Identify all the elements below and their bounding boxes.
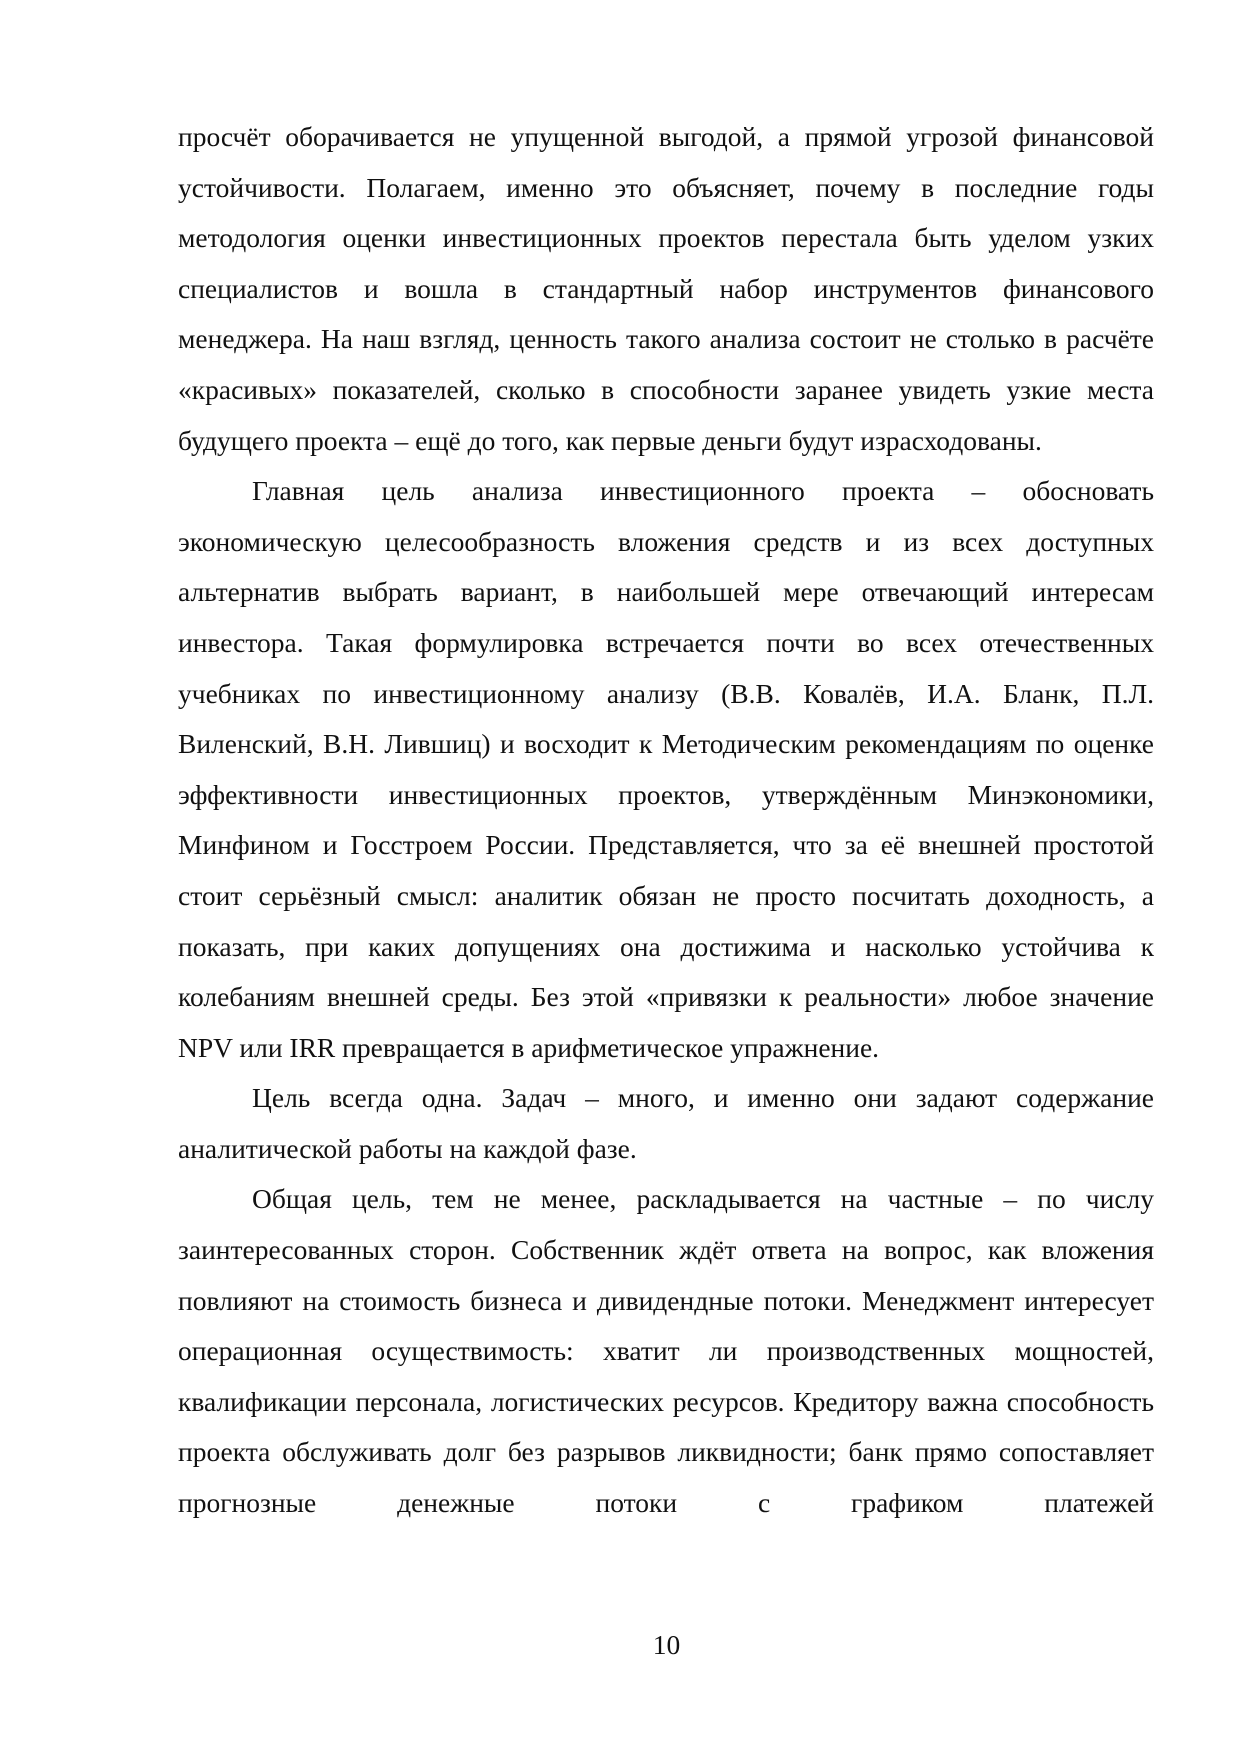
- paragraph-stakeholders: Общая цель, тем не менее, раскладывается на частные – по числу заинтересованных сторон. Собственник ждёт ответа на вопрос, как вложения повлияют на стоимость бизнеса и дивидендные потоки. Менеджмент интересует операционная осуществимость: хватит ли производственных мощностей, квалификации персонала, логистических ресурсов. Кредитору важна способность проекта обслуживать долг без разрывов ликвидности; банк прямо сопоставляет прогнозные денежные потоки с графиком платежей: [178, 1183, 1154, 1519]
- paragraph-main-goal: Главная цель анализа инвестиционного проекта – обосновать экономическую целесообразность вложения средств и из всех доступных альтернатив выбрать вариант, в наибольшей мере отвечающий интересам инвестора. Такая формулировка встречается почти во всех отечественных учебниках по инвестиционному анализу (В.В. Ковалёв, И.А. Бланк, П.Л. Виленский, В.Н. Лившиц) и восходит к Методическим рекомендациям по оценке эффективности инвестиционных проектов, утверждённым Минэкономики, Минфином и Госстроем России. Представляется, что за её внешней простотой стоит серьёзный смысл: аналитик обязан не просто посчитать доходность, а показать, при каких допущениях она достижима и насколько устойчива к колебаниям внешней среды. Без этой «привязки к реальности» любое значение NPV или IRR превращается в арифметическое упражнение.: [178, 475, 1154, 1063]
- body-text: [178, 112, 1154, 1529]
- paragraph-continuation: просчёт оборачивается не упущенной выгодой, а прямой угрозой финансовой устойчивости. Полагаем, именно это объясняет, почему в последние годы методология оценки инвестиционных проектов перестала быть уделом узких специалистов и вошла в стандартный набор инструментов финансового менеджера. На наш взгляд, ценность такого анализа состоит не столько в расчёте «красивых» показателей, сколько в способности заранее увидеть узкие места будущего проекта – ещё до того, как первые деньги будут израсходованы.: [178, 121, 1154, 456]
- paragraph-tasks: Цель всегда одна. Задач – много, и именно они задают содержание аналитической работы на каждой фазе.: [178, 1082, 1154, 1164]
- page-number: 10: [652, 1629, 681, 1660]
